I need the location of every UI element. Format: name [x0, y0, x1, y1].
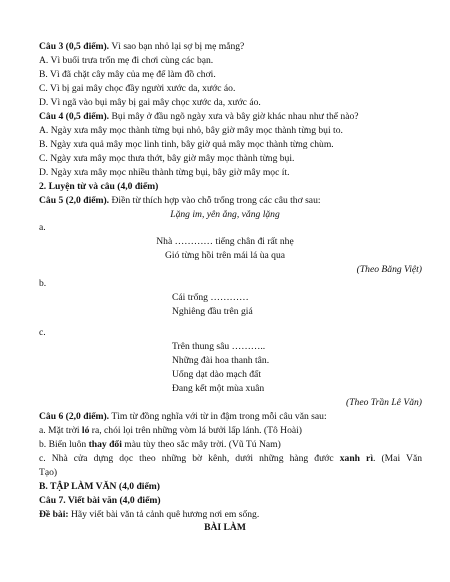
section-2-title: 2. Luyện từ và câu (4,0 điểm) — [39, 181, 159, 192]
q3-line — [39, 41, 244, 53]
q6-b — [39, 439, 281, 451]
q6-c-continued: Tạo) — [39, 467, 58, 478]
section-b-title: B. TẬP LÀM VĂN (4,0 điểm) — [39, 481, 160, 492]
q3-question: Vì sao bạn nhỏ lại sợ bị mẹ mắng? — [111, 41, 245, 52]
q5-question: Điền từ thích hợp vào chỗ trống trong các câu thơ sau: — [111, 195, 321, 206]
q5-a-source: (Theo Băng Việt) — [356, 264, 422, 275]
q4-label: Câu 4 (0,5 điểm). — [39, 111, 110, 122]
q5-label: Câu 5 (2,0 điểm). — [39, 195, 110, 206]
q6-a — [39, 425, 302, 437]
q5-a-line-1: Nhà ………… tiếng chân đi rất nhẹ — [156, 236, 294, 247]
q6-c — [39, 453, 422, 465]
q3-option-a: A. Vì buổi trưa trốn mẹ đi chơi cùng các bạn. — [39, 55, 214, 66]
answer-heading: BÀI LÀM — [204, 522, 246, 533]
q6-a-text: a. Mặt trời — [39, 425, 82, 436]
q5-word-bank: Lặng im, yên ắng, vắng lặng — [170, 209, 280, 220]
q6-b-rest: màu tùy theo sắc mây trời. (Vũ Tú Nam) — [121, 439, 281, 450]
q3-option-c: C. Vì bị gai mây chọc đầy người xước da, xước áo. — [39, 83, 236, 94]
q5-c-line-1: Trên thung sâu ……….. — [172, 341, 266, 352]
q6-c-bold-word: xanh rì — [339, 453, 373, 464]
q4-option-c: C. Ngày xưa mây mọc thưa thớt, bây giờ mây mọc thành từng bụi. — [39, 153, 295, 164]
q4-option-a: A. Ngày xưa mây mọc thành từng bụi nhỏ, bây giờ mây mọc thành từng bụi to. — [39, 125, 343, 136]
q5-b-line-1: Cái trống ………… — [172, 292, 249, 303]
q6-c-rest: . (Mai Văn — [372, 453, 422, 464]
q5-c-source: (Theo Trần Lê Văn) — [346, 397, 422, 408]
q5-b-marker: b. — [39, 278, 47, 289]
q5-c-marker: c. — [39, 327, 46, 338]
q4-option-d: D. Ngày xưa mây mọc nhiều thành từng bụi, bây giờ mây mọc ít. — [39, 167, 290, 178]
q6-line — [39, 411, 327, 423]
q3-option-d: D. Vì ngã vào bụi mây bị gai mây chọc xước da, xước áo. — [39, 97, 261, 108]
q5-c-line-2: Những đài hoa thanh tân. — [172, 355, 270, 366]
q6-c-text: c. Nhà cửa dựng dọc theo những bờ kênh, dưới những hàng đước — [39, 453, 340, 464]
q7-label: Câu 7. Viết bài văn (4,0 điểm) — [39, 495, 161, 506]
q5-c-line-3: Uống dạt dào mạch đất — [172, 369, 261, 380]
q6-question: Tìm từ đồng nghĩa với từ in đậm trong mỗi câu văn sau: — [111, 411, 327, 422]
q3-option-b: B. Vì đã chặt cây mây của mẹ để làm đồ chơi. — [39, 69, 216, 80]
q4-line — [39, 111, 359, 123]
q4-question: Bụi mây ở đầu ngõ ngày xưa và bây giờ khác nhau như thế nào? — [111, 111, 359, 122]
q4-option-b: B. Ngày xưa quả mây mọc linh tinh, bây giờ quả mây mọc thành từng chùm. — [39, 139, 334, 150]
q5-b-line-2: Nghiêng đầu trên giá — [172, 306, 253, 317]
q6-a-rest: ra, chói lọi trên những vòm lá bưởi lấp lánh. (Tô Hoài) — [89, 425, 303, 436]
prompt-label: Đề bài: — [39, 509, 69, 520]
q3-label: Câu 3 (0,5 điểm). — [39, 41, 110, 52]
q6-a-bold-word: ló — [81, 425, 90, 436]
prompt-text: Hãy viết bài văn tả cảnh quê hương nơi em sống. — [68, 509, 260, 520]
q6-label: Câu 6 (2,0 điểm). — [39, 411, 110, 422]
q5-a-line-2: Gió từng hồi trên mái lá ùa qua — [164, 250, 286, 261]
q6-b-bold-word: thay đổi — [88, 439, 122, 450]
q5-a-marker: a. — [39, 222, 46, 233]
q5-line — [39, 195, 321, 207]
q5-c-line-4: Đang kết một mùa xuân — [172, 383, 265, 394]
q6-b-text: b. Biển luôn — [39, 439, 89, 450]
prompt-line — [39, 509, 259, 521]
